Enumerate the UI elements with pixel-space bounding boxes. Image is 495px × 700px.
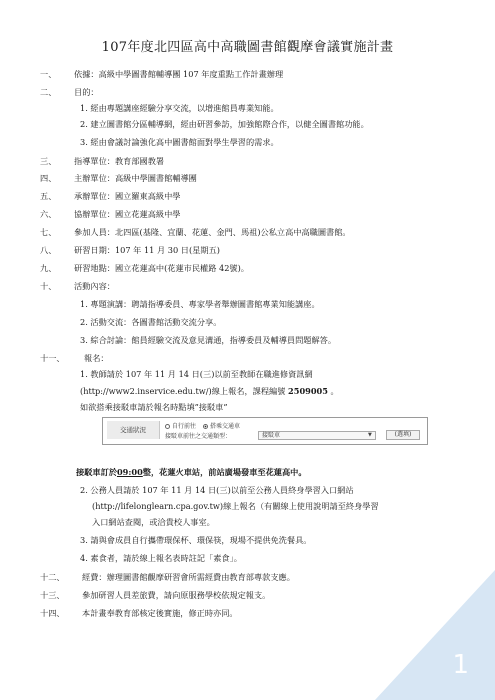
registration-url-text: (http://www2.inservice.edu.tw/)線上報名，課程編號: [80, 386, 286, 396]
section-number: 七、: [40, 227, 57, 237]
section-number: 十、: [40, 281, 57, 291]
shuttle-time: 09:00: [116, 467, 143, 477]
section-number: 四、: [40, 173, 57, 183]
list-item-cont: 入口網站查閱，或洽貴校人事室。: [92, 517, 215, 527]
shuttle-info: 接駁車訂於09:00整，花蓮火車站，前站廣場發車至花蓮高中。: [76, 467, 307, 477]
page-number: 1: [452, 650, 469, 680]
section-number: 一、: [40, 69, 57, 79]
list-item: 4. 素食者，請於線上報名表時註記「素食」。: [80, 553, 242, 563]
chevron-down-icon: ▼: [368, 432, 372, 438]
radio-self: 自行前往: [165, 421, 196, 430]
course-code: 2509005: [288, 386, 328, 396]
section-number: 十一、: [40, 353, 65, 363]
list-item: 3. 請與會成員自行攜帶環保杯、環保筷，現場不提供免洗餐具。: [80, 535, 312, 545]
section-text: 協辦單位：國立花蓮高級中學: [74, 209, 181, 219]
section-text: 本計畫奉教育部核定後實施，修正時亦同。: [82, 608, 238, 618]
section-number: 八、: [40, 245, 57, 255]
list-item: 1. 專題演講：聘請指導委員、專家學者舉辦圖書館專業知能講座。: [80, 299, 320, 309]
section-number: 十四、: [40, 608, 65, 618]
list-item: 3. 經由會議討論強化高中圖書館面對學生學習的需求。: [80, 137, 279, 147]
section-text: 承辦單位：國立羅東高級中學: [74, 191, 181, 201]
section-number: 五、: [40, 191, 57, 201]
section-number: 六、: [40, 209, 57, 219]
transport-label: 交通狀況: [107, 421, 160, 439]
radio-selected-icon: [203, 424, 208, 429]
section-number: 九、: [40, 263, 57, 273]
section-number: 三、: [40, 156, 57, 166]
section-number: 十三、: [40, 590, 65, 600]
list-item: 2. 活動交流：各圖書館活動交流分享。: [80, 317, 222, 327]
section-number: 二、: [40, 87, 57, 97]
list-item: 2. 公務人員請於 107 年 11 月 14 日(三)以前至公務人員終身學習入口網站: [80, 485, 354, 495]
registration-form-screenshot: [102, 417, 428, 445]
section-text: 參加人員：北四區(基隆、宜蘭、花蓮、金門、馬祖)公私立高中高職圖書館。: [74, 227, 351, 237]
section-text: 目的：: [74, 87, 99, 97]
section-number: 十二、: [40, 572, 65, 582]
section-text: 活動內容：: [74, 281, 115, 291]
list-item: 2. 建立圖書館分區輔導網，經由研習參訪，加強館際合作，以健全圖書館功能。: [80, 119, 369, 129]
section-text: 依據：高級中學圖書館輔導團 107 年度重點工作計畫辦理: [74, 69, 284, 79]
radio-icon: [165, 424, 170, 429]
section-text: 參加研習人員差旅費，請向原服務學校依規定報支。: [82, 590, 271, 600]
section-text: 研習日期：107 年 11 月 30 日(星期五): [74, 245, 220, 255]
registration-end: 。: [330, 386, 339, 396]
list-item-cont: (http://lifelonglearn.cpa.gov.tw)線上報名（有關線上使用說明請至終身學習: [92, 501, 379, 511]
list-item: 1. 教師請於 107 年 11 月 14 日(三)以前至教師在職進修資訊網: [80, 369, 313, 379]
list-item: 1. 經由專題講座經驗分享交流，以增進館員專業知能。: [80, 103, 279, 113]
section-text: 指導單位：教育部國教署: [74, 156, 165, 166]
section-text: 經費：辦理圖書館觀摩研習會所需經費由教育部專款支應。: [82, 572, 295, 582]
transport-type-label: 接駁車前往之交通類型：: [165, 433, 232, 440]
shuttle-note: 如欲搭乘接駁車請於報名時點填”接駁車”: [80, 402, 228, 412]
section-text: 研習地點：國立花蓮高中(花蓮市民權路 42號)。: [74, 263, 249, 273]
optional-button: (選填): [386, 430, 420, 440]
radio-shuttle: 搭乘交通車: [203, 421, 240, 430]
section-text: 報名：: [84, 353, 109, 363]
corner-decoration: [375, 570, 495, 700]
list-item: 3. 綜合討論：館員經驗交流及意見溝通，指導委員及輔導員問題解答。: [80, 335, 337, 345]
page-title: 107年度北四區高中高職圖書館觀摩會議實施計畫: [101, 40, 394, 55]
registration-line: [80, 385, 339, 397]
select-value: 接駁車: [262, 432, 281, 439]
section-text: 主辦單位：高級中學圖書館輔導團: [74, 173, 197, 183]
transport-select: [258, 431, 376, 440]
